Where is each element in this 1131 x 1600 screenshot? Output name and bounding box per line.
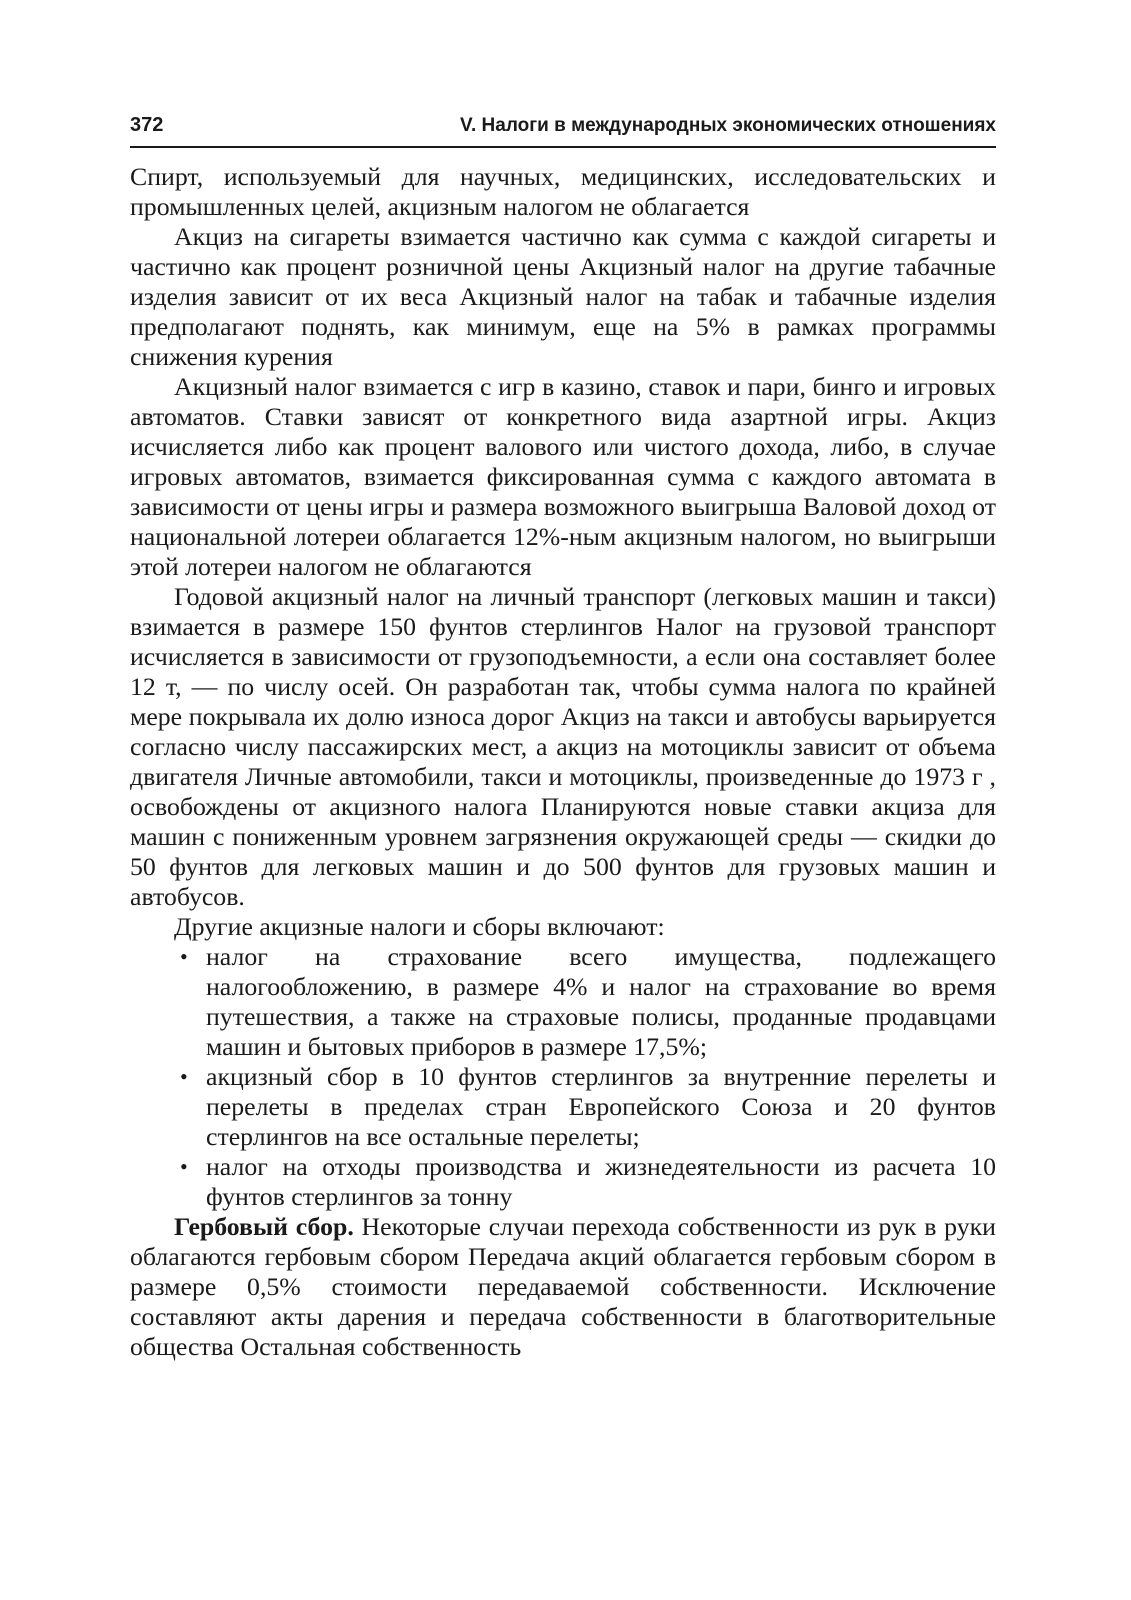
list-item [130, 1062, 996, 1152]
paragraph: Акциз на сигареты взимается частично как сумма с каждой сигареты и частично как процент розничной цены Акцизный налог на другие табачные изделия зависит от их веса Акцизный налог на табак и табачные изделия предполагают поднять, как минимум, еще на 5% в рамках программы снижения курения [130, 222, 996, 371]
list-item [130, 942, 996, 1062]
book-page [130, 100, 996, 1362]
bullet-icon: • [180, 1064, 188, 1089]
paragraph: Годовой акцизный налог на личный транспорт (легковых машин и такси) взимается в размере 150 фунтов стерлингов Налог на грузовой транспорт исчисляется в зависимости от грузоподъемности, а если она составляет более 12 т, — по числу осей. Он разработан так, чтобы сумма налога по крайней мере покрывала их долю износа дорог Акциз на такси и автобусы варьируется согласно числу пассажирских мест, а акциз на мотоциклы зависит от объема двигателя Личные автомобили, такси и мотоциклы, произведенные до 1973 г , освобождены от акцизного налога Планируются новые ставки акциза для машин с пониженным уровнем загрязнения окружающей среды — скидки до 50 фунтов для легковых машин и до 500 фунтов для грузовых машин и автобусов. [130, 582, 996, 911]
paragraph: Спирт, используемый для научных, медицинских, исследовательских и промышленных целей, акцизным налогом не облагается [130, 162, 996, 221]
page-number: 372 [130, 114, 164, 136]
paragraph: Акцизный налог взимается с игр в казино, ставок и пари, бинго и игровых автоматов. Ставки зависят от конкретного вида азартной игры. Акциз исчисляется либо как процент валового или чистого дохода, либо, в случае игровых автоматов, взимается фиксированная сумма с каждого автомата в зависимости от цены игры и размера возможного выигрыша Валовой доход от национальной лотереи облагается 12%-ным акцизным налогом, но выигрыши этой лотереи налогом не облагаются [130, 372, 996, 581]
paragraph-text: Некоторые случаи перехода собственности из рук в руки облагаются гербовым сбором Передача акций облагается гербовым сбором в размере 0,5% стоимости передаваемой собственности. Исключение составляют акты дарения и передача собственности в благотворительные общества Остальная собственность [130, 1212, 996, 1361]
section-title: V. Налоги в международных экономических отношениях [460, 115, 996, 136]
paragraph: Другие акцизные налоги и сборы включают: [174, 912, 665, 941]
bullet-icon: • [180, 944, 188, 969]
bullet-list [130, 942, 996, 1212]
body-text [130, 162, 996, 1362]
paragraph [130, 1212, 996, 1362]
list-item [130, 1152, 996, 1212]
running-header [130, 100, 996, 142]
list-item-text: налог на страхование всего имущества, подлежащего налогообложению, в размере 4% и налог на страхование во время путешествия, а также на страховые полисы, проданные продавцами машин и бытовых приборов в размере 17,5%; [206, 942, 996, 1061]
paragraph-lead: Гербовый сбор. [174, 1212, 354, 1241]
header-rule [130, 146, 996, 148]
list-item-text: налог на отходы производства и жизнедеятельности из расчета 10 фунтов стерлингов за тонну [206, 1152, 996, 1211]
list-item-text: акцизный сбор в 10 фунтов стерлингов за внутренние перелеты и перелеты в пределах стран Европейского Союза и 20 фунтов стерлингов на все остальные перелеты; [206, 1062, 996, 1151]
bullet-icon: • [180, 1154, 188, 1179]
